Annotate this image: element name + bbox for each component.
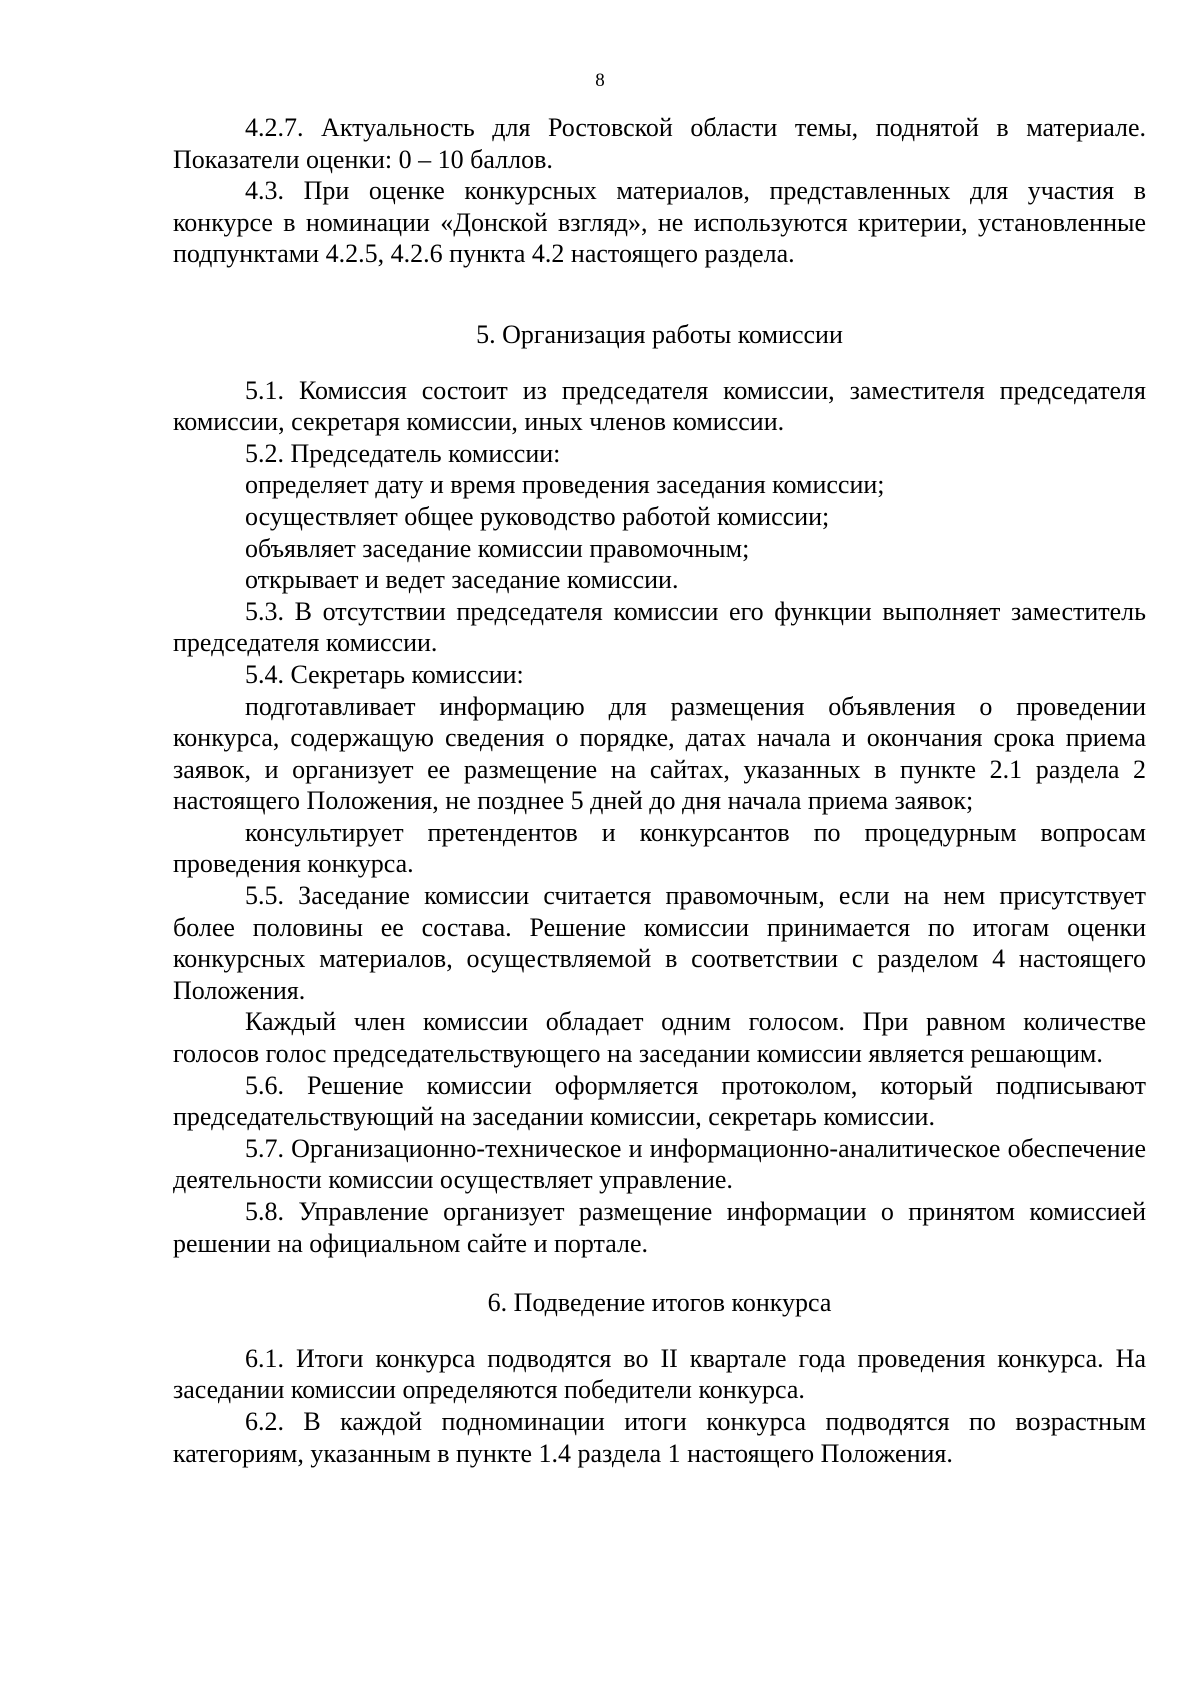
section-heading-5: 5. Организация работы комиссии (476, 319, 843, 349)
paragraph-5-1: 5.1. Комиссия состоит из председателя комиссии, заместителя председателя комиссии, секретаря комиссии, иных членов комиссии. (173, 375, 1146, 437)
list-item: открывает и ведет заседание комиссии. (245, 565, 679, 595)
list-item: определяет дату и время проведения заседания комиссии; (245, 470, 885, 500)
paragraph-5-2: 5.2. Председатель комиссии: (245, 438, 561, 468)
paragraph-6-2: 6.2. В каждой подноминации итоги конкурса подводятся по возрастным категориям, указанным в пункте 1.4 раздела 1 настоящего Положения. (173, 1406, 1146, 1468)
paragraph-5-5-continued: Каждый член комиссии обладает одним голосом. При равном количестве голосов голос председательствующего на заседании комиссии является решающим. (173, 1007, 1146, 1069)
paragraph-6-1: 6.1. Итоги конкурса подводятся во II квартале года проведения конкурса. На заседании комиссии определяются победители конкурса. (173, 1343, 1146, 1405)
list-item: консультирует претендентов и конкурсантов по процедурным вопросам проведения конкурса. (173, 817, 1146, 879)
paragraph-5-5: 5.5. Заседание комиссии считается правомочным, если на нем присутствует более половины ее состава. Решение комиссии принимается по итогам оценки конкурсных материалов, осуществляемой в соответствии с разделом 4 настоящего Положения. (173, 881, 1146, 1005)
paragraph-4-2-7: 4.2.7. Актуальность для Ростовской области темы, поднятой в материале. Показатели оценки: 0 – 10 баллов. (173, 113, 1146, 174)
paragraph-5-8: 5.8. Управление организует размещение информации о принятом комиссией решении на официальном сайте и портале. (173, 1197, 1146, 1258)
paragraph-5-7: 5.7. Организационно-техническое и информационно-аналитическое обеспечение деятельности комиссии осуществляет управление. (173, 1133, 1146, 1195)
document-body (173, 112, 1146, 1469)
paragraph-5-3: 5.3. В отсутствии председателя комиссии его функции выполняет заместитель председателя комиссии. (173, 596, 1146, 658)
list-item: объявляет заседание комиссии правомочным; (245, 533, 750, 563)
page-number: 8 (595, 70, 605, 91)
list-item: подготавливает информацию для размещения объявления о проведении конкурса, содержащую сведения о порядке, датах начала и окончания срока приема заявок, и организует ее размещение на сайтах, указанных в пункте 2.1 раздела 2 настоящего Положения, не позднее 5 дней до дня начала приема заявок; (173, 691, 1146, 816)
list-item: осуществляет общее руководство работой комиссии; (245, 501, 830, 531)
paragraph-5-4: 5.4. Секретарь комиссии: (245, 659, 524, 689)
section-heading-6: 6. Подведение итогов конкурса (487, 1288, 832, 1318)
paragraph-4-3: 4.3. При оценке конкурсных материалов, представленных для участия в конкурсе в номинации «Донской взгляд», не используются критерии, установленные подпунктами 4.2.5, 4.2.6 пункта 4.2 настоящего раздела. (173, 176, 1146, 269)
paragraph-5-6: 5.6. Решение комиссии оформляется протоколом, который подписывают председательствующий на заседании комиссии, секретарь комиссии. (173, 1070, 1146, 1132)
